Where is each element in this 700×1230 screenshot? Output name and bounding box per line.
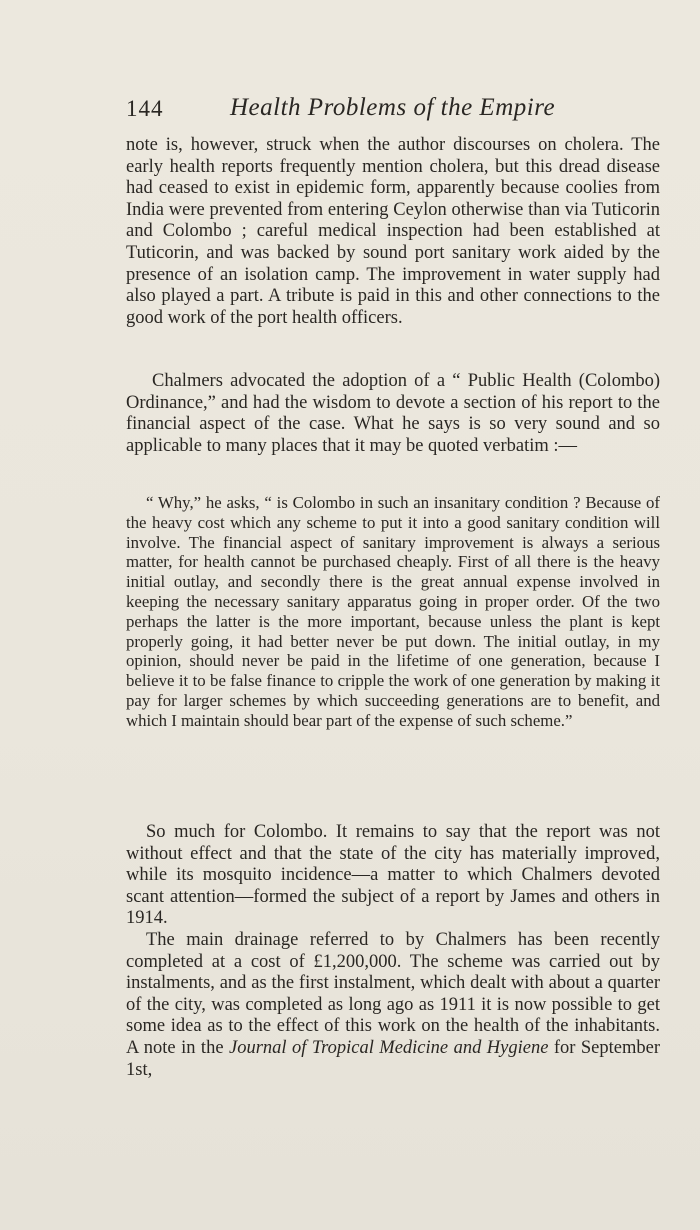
running-title: Health Problems of the Empire (230, 94, 556, 121)
paragraph-cholera: note is, however, struck when the author discourses on cholera. The early health reports frequently mention cholera, but this dread disease had ceased to exist in epidemic form, apparently because coolies from India were prevented from entering Ceylon otherwise than via Tuticorin and Colombo ; careful medical inspection had been established at Tuticorin, and was backed by sound port sanitary work aided by the presence of an isolation camp. The improvement in water supply had also played a part. A tribute is paid in this and other connections to the good work of the port health officers. (126, 135, 660, 328)
drainage-text: The main drainage referred to by Chalmers has been recently completed at a cost of £1,200,000. The scheme was carried out by instalments, and as the first instalment, which dealt with about a quarter of the city, was completed as long ago as 1911 it is now possible to get some idea as to the effect of this work on the health of the inhabitants. A note in the (126, 930, 660, 1058)
journal-title: Journal of Tropical Medicine and Hygiene (228, 1037, 549, 1058)
block-quote: “ Why,” he asks, “ is Colombo in such an insanitary condition ? Because of the heavy cost which any scheme to put it into a good sanitary condition will involve. The financial aspect of sanitary improvement is always a serious matter, for health cannot be purchased cheaply. First of all there is the heavy initial outlay, and secondly there is the great annual expense involved in keeping the necessary sanitary apparatus going in proper order. Of the two perhaps the latter is the more important, because unless the plant is kept properly going, it had better never be put down. The initial outlay, in my opinion, should never be paid in the lifetime of one generation, because I believe it to be false finance to cripple the work of one generation by making it pay for larger schemes by which succeeding generations are to benefit, and which I maintain should bear part of the expense of such scheme.” (126, 493, 660, 730)
paragraph-colombo-summary: So much for Colombo. It remains to say that the report was not without effect and that the state of the city has materially improved, while its mosquito incidence—a matter to which Chalmers devoted scant attention—formed the subject of a report by James and others in 1914. (126, 822, 660, 929)
running-head (126, 94, 662, 124)
paragraph-main-drainage (126, 930, 660, 1081)
paragraph-ordinance: Chalmers advocated the adoption of a “ Public Health (Colombo) Ordinance,” and had the wisdom to devote a section of his report to the financial aspect of the case. What he says is so very sound and so applicable to many places that it may be quoted verbatim :— (126, 371, 660, 456)
drainage-text-tail: for September 1st, (126, 1037, 660, 1080)
page-number: 144 (126, 96, 164, 121)
